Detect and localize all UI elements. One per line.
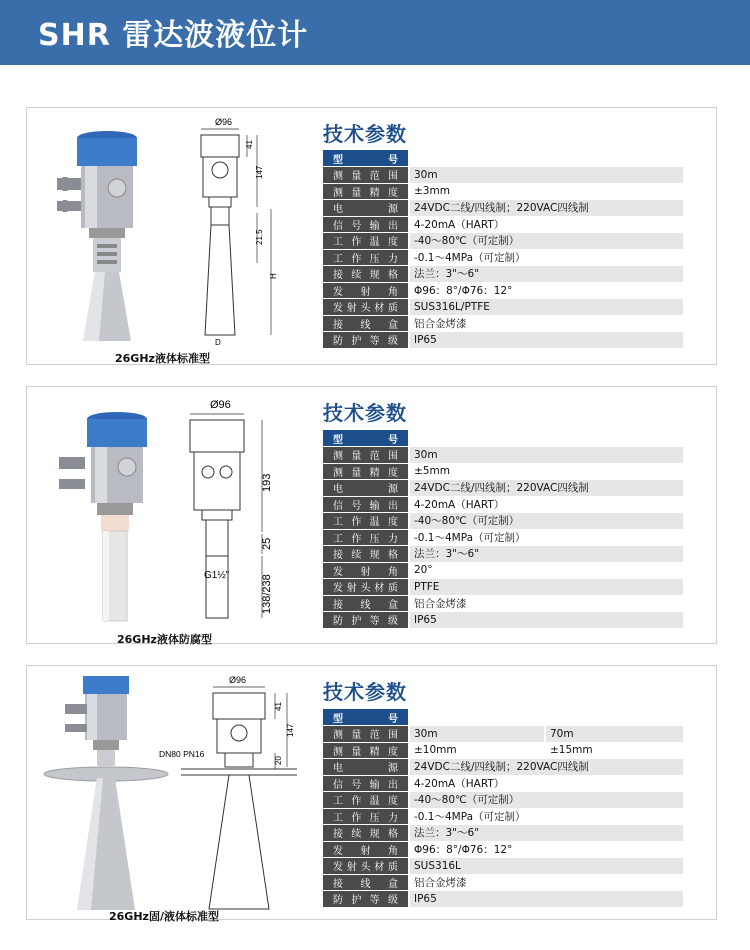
spec-title: 技术参数 xyxy=(323,122,407,146)
dimension-drawing-solid-liquid xyxy=(157,671,307,916)
spec-header-row: 型 号 SHR22 SHR23 xyxy=(323,709,683,726)
dim-h-label: H xyxy=(269,273,278,279)
spec-row: 测量范围 30m xyxy=(323,167,683,184)
model-cell: SHR20 xyxy=(409,150,683,167)
product-panel-shr21 xyxy=(26,386,717,644)
spec-table-shr21 xyxy=(323,430,683,629)
product-photo-solid-liquid xyxy=(41,674,171,914)
dim-h1-label: 193 xyxy=(261,473,273,492)
spec-row: 信号输出 4-20mA（HART） xyxy=(323,216,683,233)
dim-diameter-label: Ø96 xyxy=(210,399,231,411)
spec-row: 发射角 20° xyxy=(323,562,683,579)
spec-row: 测量精度 ±5mm xyxy=(323,463,683,480)
spec-row: 工作温度 -40～80℃（可定制） xyxy=(323,792,683,809)
spec-row: 接线盒 铝合金烤漆 xyxy=(323,315,683,332)
spec-row: 工作温度 -40～80℃（可定制） xyxy=(323,513,683,530)
product-caption: 26GHz液体防腐型 xyxy=(117,633,212,646)
spec-row: 工作压力 -0.1～4MPa（可定制） xyxy=(323,529,683,546)
spec-row: 工作压力 -0.1～4MPa（可定制） xyxy=(323,249,683,266)
dim-h3-label: 138/238 xyxy=(261,574,273,614)
page-header xyxy=(0,0,750,65)
spec-title: 技术参数 xyxy=(323,680,407,704)
dimension-drawing-anticorrosion xyxy=(182,392,312,632)
dim-h2-label: 147 xyxy=(255,165,264,179)
dim-h1-label: 41 xyxy=(274,702,283,711)
spec-row: 防护等级 IP65 xyxy=(323,612,683,629)
spec-row: 电 源 24VDC二线/四线制；220VAC四线制 xyxy=(323,480,683,497)
dim-d-label: D xyxy=(215,338,221,347)
spec-row: 接线盒 铝合金烤漆 xyxy=(323,874,683,891)
product-photo-standard xyxy=(47,126,167,351)
spec-row: 电 源 24VDC二线/四线制；220VAC四线制 xyxy=(323,200,683,217)
spec-row: 接线盒 铝合金烤漆 xyxy=(323,595,683,612)
dim-diameter-label: Ø96 xyxy=(229,675,247,685)
spec-row: 发射头材质 PTFE xyxy=(323,579,683,596)
spec-header-row: 型 号 SHR20 xyxy=(323,150,683,167)
spec-row: 发射角 Φ96：8°/Φ76：12° xyxy=(323,841,683,858)
dim-flange-label: DN80 PN16 xyxy=(159,749,205,759)
spec-row: 发射头材质 SUS316L/PTFE xyxy=(323,299,683,316)
spec-row: 接续规格 法兰：3"～6" xyxy=(323,546,683,563)
dim-h2-label: 25 xyxy=(261,537,273,550)
spec-row: 发射角 Φ96：8°/Φ76：12° xyxy=(323,282,683,299)
spec-row: 发射头材质 SUS316L xyxy=(323,858,683,875)
model-cell: SHR21 xyxy=(409,430,683,447)
product-caption: 26GHz液体标准型 xyxy=(115,352,210,365)
page-title: SHR 雷达波液位计 xyxy=(38,18,309,53)
spec-row: 信号输出 4-20mA（HART） xyxy=(323,775,683,792)
spec-row: 工作压力 -0.1～4MPa（可定制） xyxy=(323,808,683,825)
spec-title: 技术参数 xyxy=(323,401,407,425)
product-caption: 26GHz固/液体标准型 xyxy=(109,910,219,923)
spec-row: 接续规格 法兰：3"～6" xyxy=(323,825,683,842)
dim-h3-label: 21.5 xyxy=(255,229,264,245)
spec-header-row: 型 号 SHR21 xyxy=(323,430,683,447)
model-cell: SHR23 xyxy=(545,709,683,726)
dim-h1-label: 41 xyxy=(245,140,254,149)
spec-row: 测量精度 ±3mm xyxy=(323,183,683,200)
spec-row: 电 源 24VDC二线/四线制；220VAC四线制 xyxy=(323,759,683,776)
dim-diameter-label: Ø96 xyxy=(215,117,233,127)
spec-table-shr20 xyxy=(323,150,683,349)
dim-thread-label: G1½" xyxy=(204,570,230,581)
spec-row: 接续规格 法兰：3"～6" xyxy=(323,266,683,283)
dim-h2-label: 147 xyxy=(286,723,295,737)
model-cell: SHR22 xyxy=(409,709,545,726)
spec-row: 防护等级 IP65 xyxy=(323,891,683,908)
dimension-drawing-standard xyxy=(187,113,307,348)
product-photo-anticorrosion xyxy=(47,409,167,634)
spec-row: 工作温度 -40～80℃（可定制） xyxy=(323,233,683,250)
spec-row: 测量范围 30m xyxy=(323,447,683,464)
spec-row: 信号输出 4-20mA（HART） xyxy=(323,496,683,513)
dim-h3-label: 20 xyxy=(274,756,283,765)
spec-table-shr22-23 xyxy=(323,709,683,908)
product-panel-shr22-23 xyxy=(26,665,717,923)
product-panel-shr20 xyxy=(26,107,717,365)
spec-row: 测量范围 30m 70m xyxy=(323,726,683,743)
spec-row: 防护等级 IP65 xyxy=(323,332,683,349)
spec-row: 测量精度 ±10mm ±15mm xyxy=(323,742,683,759)
